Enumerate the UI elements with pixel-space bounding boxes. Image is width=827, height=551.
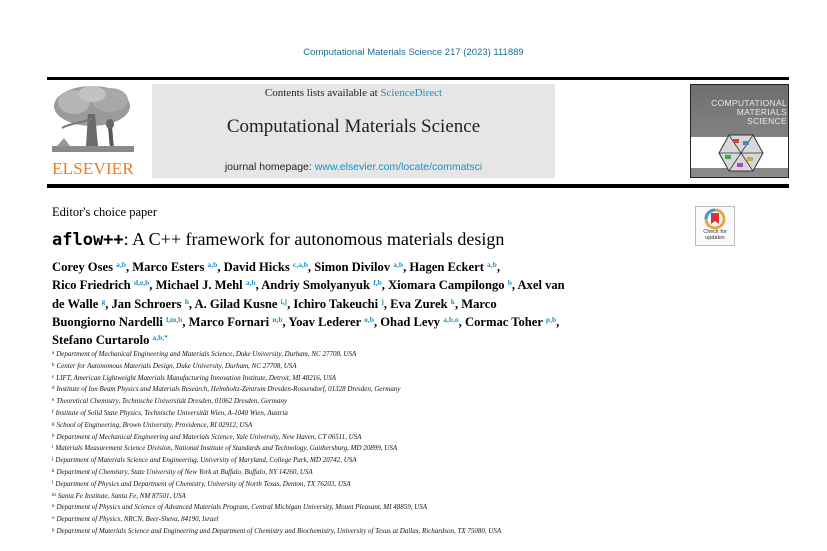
affiliation-item: $^a$ Department of Mechanical Engineering and Materials Science, Duke University, Durham, NC 27708, USA xyxy=(52,350,357,358)
author-line: Corey Oses $^{a,b}$, Marco Esters $^{a,b}$, David Hicks $^{c,a,b}$, Simon Divilov $^{a,b}$, Hagen Eckert $^{a,b}$, xyxy=(52,260,500,274)
contents-prefix: Contents lists available at xyxy=(264,87,381,99)
elsevier-logo[interactable] xyxy=(50,84,136,180)
check-for-updates-button[interactable] xyxy=(695,206,735,246)
affiliation-item: $^k$ Department of Chemistry, State University of New York at Buffalo, Buffalo, NY 14260, USA xyxy=(52,467,313,476)
affiliation-item: $^i$ Materials Measurement Science Division, National Institute of Standards and Technology, Gaithersburg, MD 20899, USA xyxy=(52,444,398,453)
journal-masthead xyxy=(152,84,555,178)
author-list xyxy=(52,258,732,349)
author-name[interactable]: , Ohad Levy xyxy=(373,314,444,329)
cover-hexagon-graphic-icon xyxy=(717,133,765,173)
affiliation-ref[interactable]: a,b xyxy=(207,260,218,269)
affiliation-item: $^b$ Center for Autonomous Materials Design, Duke University, Durham, NC 27708, USA xyxy=(52,361,297,370)
title-code: aflow++ xyxy=(52,230,124,250)
author-name[interactable]: , Marco xyxy=(454,296,497,311)
author-name[interactable]: , Andriy Smolyanyuk xyxy=(255,278,374,293)
homepage-prefix: journal homepage: xyxy=(224,161,315,173)
journal-name: Computational Materials Science xyxy=(226,116,481,137)
author-name[interactable]: , Michael J. Mehl xyxy=(149,278,246,293)
author-line xyxy=(52,295,732,313)
affiliation-ref[interactable]: c,a,b xyxy=(292,260,308,269)
cover-title: COMPUTATIONAL MATERIALS SCIENCE xyxy=(711,98,787,126)
affiliation-ref[interactable]: a,b xyxy=(393,260,404,269)
affiliation-ref[interactable]: p,b xyxy=(545,314,557,324)
author-name[interactable]: Buongiorno Nardelli xyxy=(52,314,167,329)
sciencedirect-link[interactable]: ScienceDirect xyxy=(380,87,443,99)
affiliation-item: $^j$ Department of Materials Science and Engineering, University of Maryland, College Park, MD 20742, USA xyxy=(52,456,357,465)
elsevier-wordmark: ELSEVIER xyxy=(52,159,134,178)
author-name[interactable]: , Marco Fornari xyxy=(182,314,273,329)
affiliation-item: $^h$ Department of Mechanical Engineering and Materials Science, Yale University, New Haven, CT 06511, USA xyxy=(52,432,362,441)
affiliation-item: $^l$ Department of Physics and Department of Chemistry, University of North Texas, Denton, TX 76203, USA xyxy=(52,479,351,488)
author-name[interactable]: Rico Friedrich xyxy=(52,278,134,293)
affiliation-ref[interactable]: n,b xyxy=(272,314,283,324)
author-name[interactable]: , Eva Zurek xyxy=(383,296,451,311)
homepage-line xyxy=(152,161,555,173)
author-name[interactable]: , Jan Schroers xyxy=(105,296,185,311)
author-name[interactable]: , Marco Esters xyxy=(125,260,208,274)
affiliation-item: $^o$ Department of Physics, NRCN, Beer-Sheva, 84190, Israel xyxy=(52,515,219,524)
author-name[interactable]: , Hagen Eckert xyxy=(403,260,488,274)
author-line: Buongiorno Nardelli $^{l,m,b}$, Marco Fornari $^{n,b}$, Yoav Lederer $^{o,b}$, Ohad Levy $^{a,b,o}$, Cormac Toher $^{p,b}$, xyxy=(52,314,560,329)
affiliation-item: $^m$ Santa Fe Institute, Santa Fe, NM 87501, USA xyxy=(52,491,186,500)
elsevier-tree-icon xyxy=(52,84,134,156)
affiliation-item: $^e$ Theoretical Chemistry, Technische Universität Dresden, 01062 Dresden, Germany xyxy=(52,397,287,406)
affiliation-ref[interactable]: f,b xyxy=(373,278,382,288)
author-name[interactable]: de Walle xyxy=(52,296,102,311)
article-title xyxy=(52,229,504,250)
author-name[interactable]: , David Hicks xyxy=(217,260,293,274)
journal-citation[interactable]: Computational Materials Science 217 (2023) 111889 xyxy=(303,47,524,58)
affiliation-item: $^g$ School of Engineering, Brown University, Providence, RI 02912, USA xyxy=(52,420,253,429)
homepage-link[interactable]: www.elsevier.com/locate/commatsci xyxy=(314,161,483,173)
author-name[interactable]: , Simon Divilov xyxy=(307,260,394,274)
author-name[interactable]: , Cormac Toher xyxy=(458,314,546,329)
journal-cover-image[interactable] xyxy=(690,84,789,178)
author-name[interactable]: , Xiomara Campilongo xyxy=(381,278,508,293)
header-rule-bottom xyxy=(47,184,789,188)
affiliation-ref[interactable]: h xyxy=(184,296,189,306)
crossmark-label: Check for updates xyxy=(703,229,727,241)
author-line xyxy=(52,331,732,349)
affiliation-ref[interactable]: a,b,o xyxy=(443,314,459,324)
header-rule-top xyxy=(47,77,789,80)
author-name[interactable]: , A. Gilad Kusne xyxy=(188,296,281,311)
affiliation-ref[interactable]: j xyxy=(381,296,384,306)
title-rest: : A C++ framework for autonomous materials design xyxy=(123,229,505,249)
affiliation-ref-corresponding[interactable]: a,b,* xyxy=(152,333,168,343)
affiliation-item: $^n$ Department of Physics and Science of Advanced Materials Program, Central Michigan University, Mount Pleasant, MI 48859, USA xyxy=(52,503,428,512)
affiliation-ref[interactable]: a,b xyxy=(245,278,256,288)
affiliation-ref[interactable]: l,m,b xyxy=(166,314,183,324)
contents-line xyxy=(152,87,555,99)
author-name[interactable]: , Axel van xyxy=(511,278,565,293)
affiliation-item: $^f$ Institute of Solid State Physics, Technische Universität Wien, A-1040 Wien, Austria xyxy=(52,408,288,417)
affiliation-item: $^d$ Institute of Ion Beam Physics and Materials Research, Helmholtz-Zentrum Dresden-Rossendorf, 01328 Dresden, Germany xyxy=(52,385,401,394)
affiliation-ref[interactable]: a,b xyxy=(116,260,126,269)
affiliations-list xyxy=(52,349,792,538)
affiliation-ref[interactable]: i,j xyxy=(280,296,288,306)
affiliation-ref[interactable]: a,b xyxy=(487,260,497,269)
affiliation-ref[interactable]: o,b xyxy=(364,314,374,324)
affiliation-ref[interactable]: d,e,b xyxy=(133,278,150,288)
affiliation-item: $^c$ LIFT, American Lightweight Materials Manufacturing Innovation Institute, Detroit, MI 48216, USA xyxy=(52,373,337,382)
author-line xyxy=(52,276,732,294)
author-name[interactable]: Corey Oses xyxy=(52,260,113,274)
affiliation-item: $^p$ Department of Materials Science and Engineering and Department of Chemistry and Biochemistry, University of Texas at Dallas, Richardson, TX 75080, USA xyxy=(52,526,502,535)
author-name[interactable]: Stefano Curtarolo xyxy=(52,333,153,348)
affiliation-ref[interactable]: g xyxy=(101,296,106,306)
affiliation-ref[interactable]: k xyxy=(450,296,455,306)
affiliation-ref[interactable]: b xyxy=(507,278,512,288)
author-name[interactable]: , Yoav Lederer xyxy=(282,314,365,329)
article-category: Editor's choice paper xyxy=(52,205,157,219)
crossmark-icon xyxy=(696,208,734,230)
author-name[interactable]: , Ichiro Takeuchi xyxy=(287,296,382,311)
